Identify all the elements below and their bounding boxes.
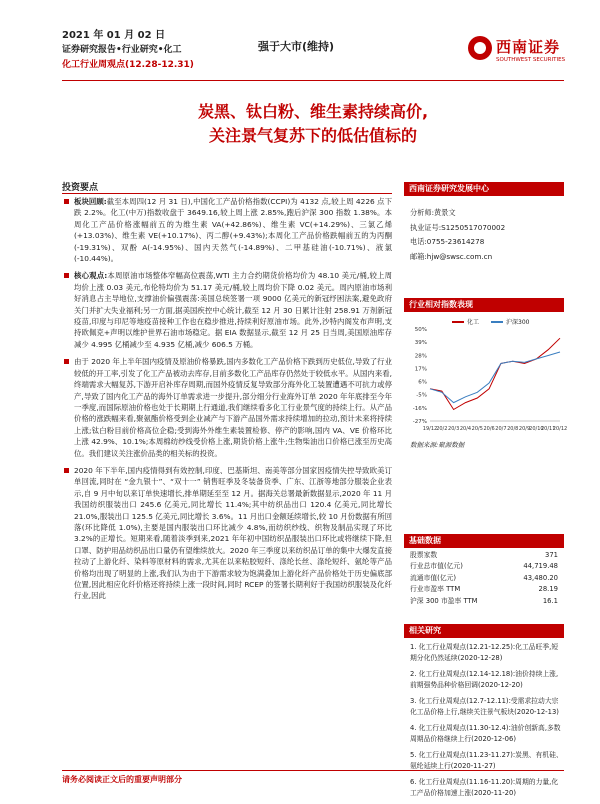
title-line-1: 炭黑、钛白粉、维生素持续高价, [197, 102, 429, 121]
legend-item [491, 317, 529, 326]
report-header [62, 28, 194, 73]
x-tick-label: 20/9 [518, 426, 531, 432]
y-tick-label: 6% [418, 379, 427, 386]
related-report-link[interactable]: 4. 化工行业周观点(11.30-12.4):油价创新高,多数周期品价格继续上行(2020-12-06) [410, 724, 561, 743]
analyst-phone: 电话:0755-23614278 [410, 237, 485, 246]
bullet-icon [64, 199, 69, 204]
legend-swatch-icon [452, 321, 464, 323]
analyst-license: 执业证号:S1250517070002 [410, 222, 506, 232]
related-report-link[interactable]: 1. 化工行业周观点(12.21-12.25):化工品旺季,短期分化仍然延续(2020-12-28) [410, 643, 559, 662]
summary-divider [62, 193, 392, 194]
footer-disclaimer: 请务必阅读正文后的重要声明部分 [62, 775, 182, 784]
report-date: 2021 年 01 月 02 日 [62, 30, 166, 41]
basic-data-row [410, 584, 558, 595]
basic-data-row [410, 596, 558, 607]
paragraph-text: 2020 年下半年,国内疫情得到有效控制,印度、巴基斯坦、南美等部分国家因疫情失控导致欧美订单回流,同时在 “金九银十”、“双十一” 销售旺季及冬装备货季、广东、江浙等地部分服装企业表示,自 9 月中旬以来订单快速增长,排单期延至至 12 月。据海关总署最新数据显示,2020 年 11 月我国纺织服装出口 245.6 亿美元,同比增长 11.4%;其中纺织品出口 120.4 亿美元,同比增长 21.0%,服装出口 125.5 亿美元,同比增长 3.6%。11 月出口金额延续增长,较 10 月份数据有所回落(环比降低 1.0%),主要是国内服装出口环比减少 4.8%,而纺织纱线、织物及制品实现了环比 3.2%的正增长。短期来看,随着淡季到来,2021 年年初中国纺织品服装出口环比或将继续下降,但口罩、防护用品纺织品出口量仍有望维续放大。2020 年三季度以来纺织品订单的集中大爆发直接拉动了上游化纤、染料等原材料的需求,尤其在以来粘胶短纤、涤纶长丝、涤纶短纤、氨纶等产品价格均出现了明显的上涨,我们认为由于下游需求较为饱满叠加上游化纤产品价格处于历史偏底部位置,因此相应化纤价格还将持续上涨一段时间,同时 RCEP 的签署长期利好于我国纺织服装及化纤行业,因此 [74, 465, 392, 601]
summary-paragraph [62, 270, 392, 350]
x-tick-label: 20/11 [540, 426, 556, 432]
x-tick-label: 20/12 [552, 426, 568, 432]
related-heading: 相关研究 [404, 624, 564, 638]
x-tick-label: 20/4 [459, 426, 472, 432]
paragraph-text: 本周原油市场整体窄幅高位震荡,WTI 主力合约期货价格均价为 48.10 美元/桶,较上周均价上涨 0.03 美元,布伦特均价为 51.17 美元/桶,较上周均价下降 0.02 美元。周内原油市场利好消息占主导地位,支撑油价偏强震荡:美国总统签署一项 9000 亿美元的新冠纾困法案,避免政府关门并扩大失业福利;另一方面,据美国疾控中心统计,截至 12 月 30 日累计注射 258.91 万剂新冠疫苗,印度与印尼等地疫苗接种工作也在稳步推进,持续利好原油市场。此外,沙特内阁发布声明,支持欧佩克+声明以维护世界石油市场稳定。据 EIA 数据显示,截至 12 月 25 日当周,美国原油库存减少 4.995 亿桶减少至 4.935 亿桶,减少 606.5 万桶。 [74, 271, 392, 349]
basic-data-label: 股票家数 [410, 551, 438, 559]
report-title [62, 100, 564, 148]
basic-data-row [410, 561, 558, 572]
related-report-link[interactable]: 2. 化工行业周观点(12.14-12.18):油价持续上涨,前期强势品种价格回调(2020-12-20) [410, 670, 559, 689]
analyst-email[interactable]: 邮箱:hjw@swsc.com.cn [410, 251, 493, 261]
bullet-icon [64, 273, 69, 278]
summary-paragraph [62, 196, 392, 264]
bullet-icon [64, 468, 69, 473]
analyst-name: 分析师:黄景文 [410, 208, 456, 217]
paragraph-text: 由于 2020 年上半年国内疫情及原油价格暴跌,国内多数化工产品价格下跌到历史低位,导致了行业较低的开工率,引发了化工产品被动去库存,目前多数化工产品库存仍然处于较低水平。从国内来看,终端需求大幅复苏,下游开启补库存周期,而国外疫情反复导致部分海外化工装置遭遇不可抗力或停产,导致了国内化工产品的海外订单需求进一步提升,部分细分行业海外订单 2020 年年底排至今年一季度,而国际原油价格也处于长期期上行通道,我们继续看多化工行业景气度的持续上行。从产品价格的涨跌幅来看,聚氨酯价格受到企业减产与下游产品国外需求持续增加的拉动,预计未来将持续上涨;钛白粉目前价格高位企稳;受到海外外维生素装置检修、停产的影响,国内 VA、VE 价格环比上涨 42.9%、10.1%;本周棉纺纱线受价格上涨,期货价格上涨牛;生物柴油出口价格已涨至历史高位。我们建议关注涨价品类的相关标的投资。 [74, 357, 392, 458]
footer-divider [62, 770, 564, 771]
basic-data-row [410, 550, 558, 561]
related-report-link[interactable]: 6. 化工行业周观点(11.16-11.20):周期的力量,化工产品价格加速上涨(2020-11-20) [410, 778, 559, 797]
basic-data-row [410, 573, 558, 584]
logo-text-en: SOUTHWEST SECURITIES [496, 57, 566, 63]
summary-body [62, 196, 392, 608]
bullet-icon [64, 359, 69, 364]
report-type: 证券研究报告•行业研究•化工 [62, 45, 182, 55]
x-tick-label: 20/6 [483, 426, 495, 432]
related-research-list [410, 642, 564, 804]
legend-item [452, 317, 479, 326]
legend-label: 沪深300 [506, 319, 530, 326]
y-tick-label: -16% [412, 405, 427, 412]
basic-data-value: 44,719.48 [523, 562, 558, 571]
y-tick-label: 39% [414, 340, 427, 347]
basic-data-label: 流通市值(亿元) [410, 573, 457, 582]
logo-mark-icon [468, 36, 492, 60]
x-tick-label: 20/10 [529, 426, 544, 432]
relative-index-chart [404, 317, 568, 447]
company-logo [468, 36, 564, 70]
summary-heading: 投资要点 [62, 183, 99, 193]
chart-source: 数据来源:聚源数据 [410, 441, 465, 449]
paragraph-lead: 板块回顾: [74, 197, 107, 206]
summary-paragraph [62, 356, 392, 459]
legend-label: 化工 [467, 319, 480, 326]
analyst-heading: 西南证券研究发展中心 [404, 182, 564, 196]
x-tick-label: 20/7 [495, 426, 507, 432]
y-tick-label: 28% [414, 353, 427, 360]
report-series: 化工行业周观点(12.28-12.31) [62, 60, 194, 70]
basic-data-value: 16.1 [542, 596, 558, 605]
x-tick-label: 20/3 [448, 426, 460, 432]
y-tick-label: 17% [414, 366, 427, 373]
y-tick-label: -5% [416, 392, 427, 399]
chart-legend [452, 317, 529, 326]
analyst-info [410, 206, 562, 264]
header-divider [62, 80, 564, 81]
basic-data-value: 28.19 [538, 585, 558, 594]
x-tick-label: 20/5 [471, 426, 483, 432]
chart-heading: 行业相对指数表现 [404, 298, 564, 312]
y-tick-label: 50% [414, 327, 427, 333]
paragraph-text: 截至本周四(12 月 31 日),中国化工产品价格指数(CCPI)为 4132 点,较上周 4226 点下跌 2.2%。化工(中万)指数收盘于 3649.16,较上周上涨 2.85%,跑后沪深 300 指数 1.38%。本周化工产品价格涨幅前五的为维生素 VA(+42.86%)、维生素 VC(+14.29%)、三氯乙烯(+13.03%)、维生素 VE(+10.17%)、丙二醇(+9.43%);本周化工产品价格跌幅前五的为丙酮(-19.31%)、双酚 A(-14.95%)、国内天然气(-14.89%)、二甲基硅油(-10.71%)、液氯(-10.44%)。 [74, 197, 392, 264]
chart-canvas [404, 317, 568, 442]
paragraph-lead: 核心观点: [74, 271, 108, 281]
summary-paragraph [62, 465, 392, 602]
y-tick-label: -27% [412, 419, 427, 425]
legend-swatch-icon [491, 321, 503, 323]
basic-data-label: 行业总市值(亿元) [410, 562, 463, 571]
related-report-link[interactable]: 5. 化工行业周观点(11.23-11.27):炭黑、有机硅、氨纶延续上行(2020-11-27) [410, 751, 563, 770]
basic-data-heading: 基础数据 [404, 534, 564, 548]
x-tick-label: 20/2 [436, 426, 448, 432]
related-report-link[interactable]: 3. 化工行业周观点(12.7-12.11):受需求拉动大宗化工品价格上行,继续关注景气板块(2020-12-13) [410, 697, 559, 716]
basic-data-table [410, 550, 558, 607]
basic-data-label: 沪深 300 市盈率 TTM [410, 596, 478, 605]
logo-text-cn: 西南证券 [496, 38, 561, 56]
title-line-2: 关注景气复苏下的低估值标的 [208, 126, 417, 145]
x-tick-label: 19/12 [422, 426, 438, 432]
basic-data-value: 371 [545, 551, 558, 559]
basic-data-label: 行业市盈率 TTM [410, 585, 461, 594]
industry-rating: 强于大市(维持) [258, 40, 335, 53]
x-tick-label: 20/8 [507, 426, 519, 432]
basic-data-value: 43,480.20 [523, 573, 558, 582]
